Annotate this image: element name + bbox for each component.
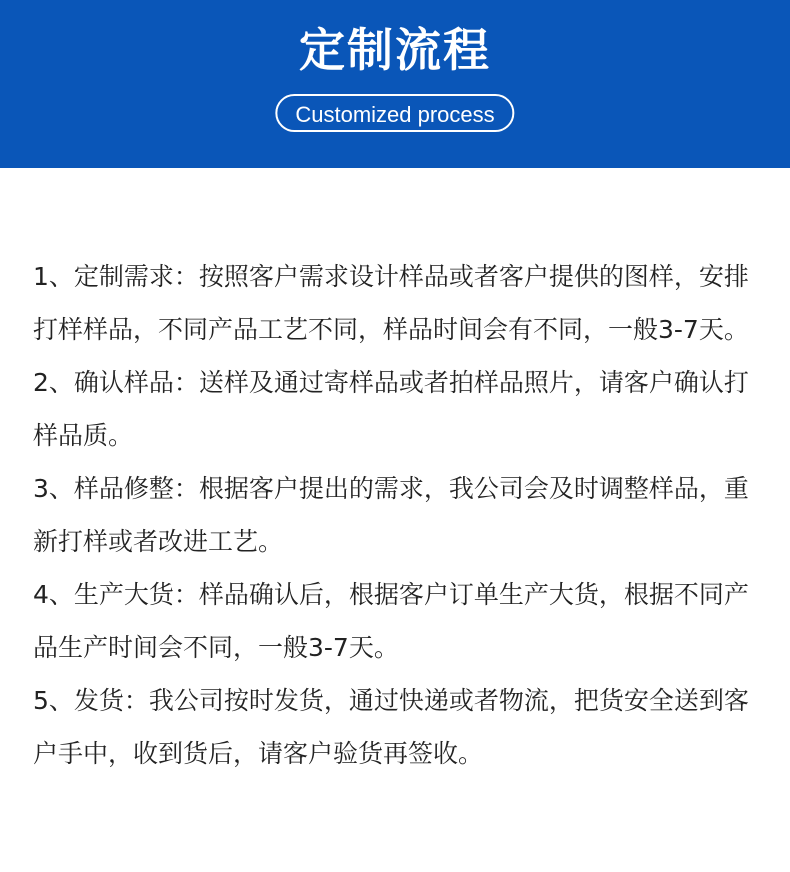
step-5-text: 5、发货：我公司按时发货，通过快递或者物流，把货安全送到客户手中，收到货后，请客户验货再签收。 [33,686,749,768]
page-title: 定制流程 [299,23,491,77]
step-4-text: 4、生产大货：样品确认后，根据客户订单生产大货，根据不同产品生产时间会不同，一般3-7天。 [33,580,749,662]
header-banner [0,0,790,168]
step-2-text: 2、确认样品：送样及通过寄样品或者拍样品照片，请客户确认打样品质。 [33,368,749,450]
process-steps [33,250,755,780]
step-1-text: 1、定制需求：按照客户需求设计样品或者客户提供的图样，安排打样样品，不同产品工艺不同，样品时间会有不同，一般3-7天。 [33,262,749,344]
subtitle-badge: Customized process [275,94,514,132]
step-3-text: 3、样品修整：根据客户提出的需求，我公司会及时调整样品，重新打样或者改进工艺。 [33,474,749,556]
